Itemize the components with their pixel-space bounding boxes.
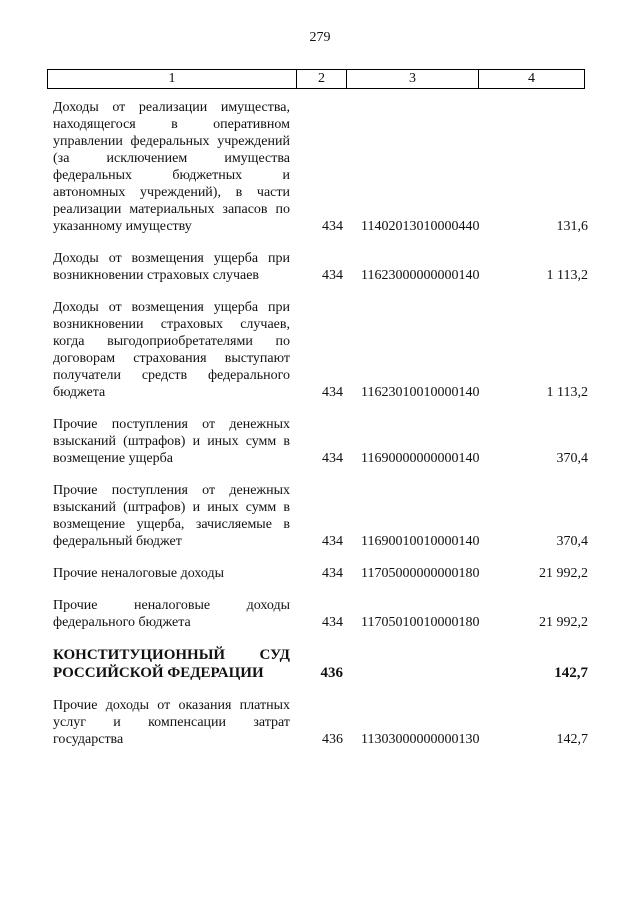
row-amount: 142,7 [556,732,588,747]
table-row [53,597,588,631]
row-budget-code: 11623010010000140 [361,385,480,400]
section-title: КОНСТИТУЦИОННЫЙ СУД РОССИЙСКОЙ ФЕДЕРАЦИИ [53,647,290,681]
row-budget-code: 11690000000000140 [361,451,480,466]
table-row [53,250,588,284]
row-name: Прочие поступления от денежных взысканий (штрафов) и иных сумм в возмещение ущерба, зачисляемые в федеральный бюджет [53,483,290,549]
row-admin-code: 434 [322,615,343,630]
table-header [47,69,585,89]
row-budget-code: 11402013010000440 [361,219,480,234]
header-col-1: 1 [48,70,297,88]
row-budget-code: 11705000000000180 [361,566,480,581]
row-budget-code: 11705010010000180 [361,615,480,630]
table-row [53,299,588,401]
row-amount: 1 113,2 [546,385,588,400]
header-col-3: 3 [347,70,479,88]
table-row [53,697,588,748]
row-amount: 1 113,2 [546,268,588,283]
row-admin-code: 434 [322,534,343,549]
row-name: Доходы от возмещения ущерба при возникновении страховых случаев, когда выгодоприобретателями по договорам страхования выступают получатели средств федерального бюджета [53,300,290,400]
row-amount: 131,6 [556,219,588,234]
row-admin-code: 436 [320,665,343,681]
row-budget-code: 11623000000000140 [361,268,480,283]
row-amount: 370,4 [556,534,588,549]
row-name: Прочие неналоговые доходы [53,566,225,581]
row-budget-code: 11690010010000140 [361,534,480,549]
row-amount: 370,4 [556,451,588,466]
header-col-4: 4 [528,71,535,86]
row-name: Доходы от возмещения ущерба при возникновении страховых случаев [53,251,290,283]
table-row [53,482,588,550]
table-row [53,416,588,467]
row-amount: 21 992,2 [539,615,588,630]
row-admin-code: 434 [322,566,343,581]
row-amount: 21 992,2 [539,566,588,581]
row-admin-code: 434 [322,451,343,466]
row-budget-code: 11303000000000130 [361,732,480,747]
row-name: Прочие поступления от денежных взысканий (штрафов) и иных сумм в возмещение ущерба [53,417,290,466]
table-row [53,565,588,582]
row-name: Прочие неналоговые доходы федерального бюджета [53,598,290,630]
row-admin-code: 434 [322,385,343,400]
row-name: Прочие доходы от оказания платных услуг и компенсации затрат государства [53,698,290,747]
table-row [53,99,588,235]
row-amount: 142,7 [554,665,588,681]
row-admin-code: 436 [322,732,343,747]
table-body [53,95,588,748]
page-number: 279 [309,30,331,45]
table-row-section [53,646,588,682]
row-name: Доходы от реализации имущества, находящегося в оперативном управлении федеральных учреждений (за исключением имущества федеральных бюджетных и автономных учреждений), в части реализации материальных запасов по указанному имуществу [53,100,290,234]
row-admin-code: 434 [322,219,343,234]
header-col-2: 2 [297,70,347,88]
row-admin-code: 434 [322,268,343,283]
